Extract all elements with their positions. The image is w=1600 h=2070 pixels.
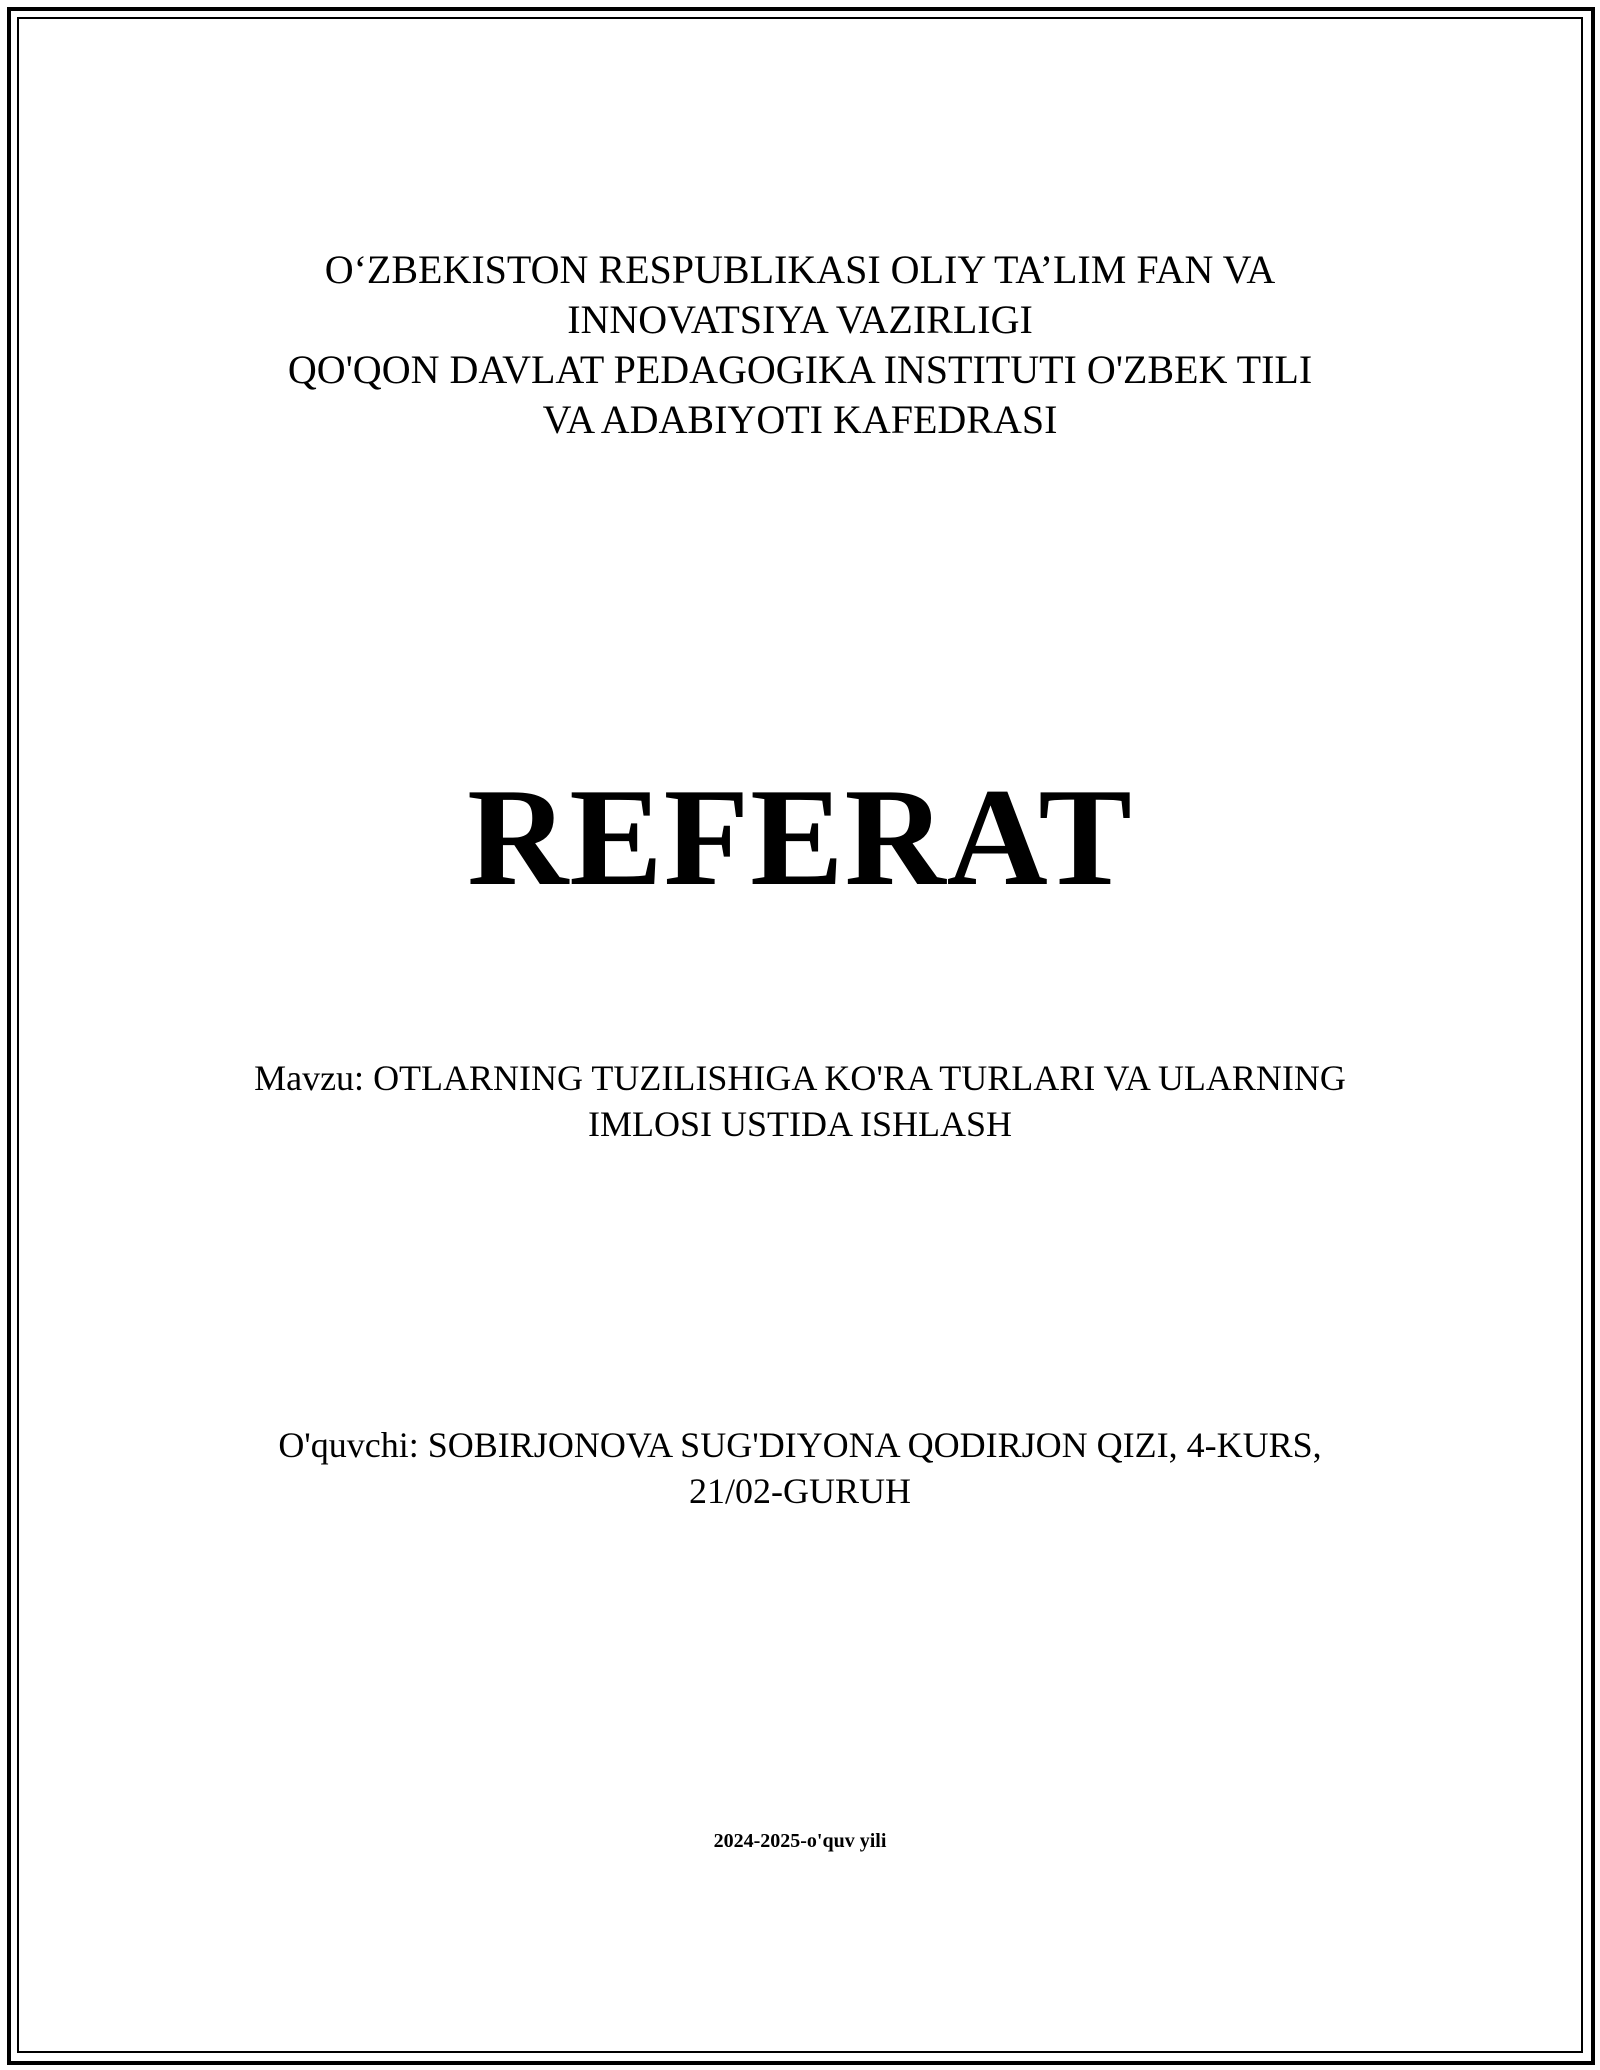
header-line-1: O‘ZBEKISTON RESPUBLIKASI OLIY TA’LIM FAN VA <box>324 247 1276 292</box>
student-info <box>0 1422 1600 1514</box>
ministry-header <box>0 245 1600 445</box>
document-title: REFERAT <box>467 760 1133 915</box>
header-line-2: INNOVATSIYA VAZIRLIGI <box>567 297 1033 342</box>
topic-line-1: Mavzu: OTLARNING TUZILISHIGA KO'RA TURLARI VA ULARNING <box>254 1058 1346 1098</box>
student-line-1: O'quvchi: SOBIRJONOVA SUG'DIYONA QODIRJON QIZI, 4-KURS, <box>278 1425 1322 1465</box>
academic-year: 2024-2025-o'quv yili <box>713 1830 887 1852</box>
topic <box>0 1055 1600 1147</box>
header-line-4: VA ADABIYOTI KAFEDRASI <box>542 397 1058 442</box>
topic-line-2: IMLOSI USTIDA ISHLASH <box>587 1104 1013 1144</box>
student-line-2: 21/02-GURUH <box>689 1471 911 1511</box>
header-line-3: QO'QON DAVLAT PEDAGOGIKA INSTITUTI O'ZBEK TILI <box>287 347 1313 392</box>
